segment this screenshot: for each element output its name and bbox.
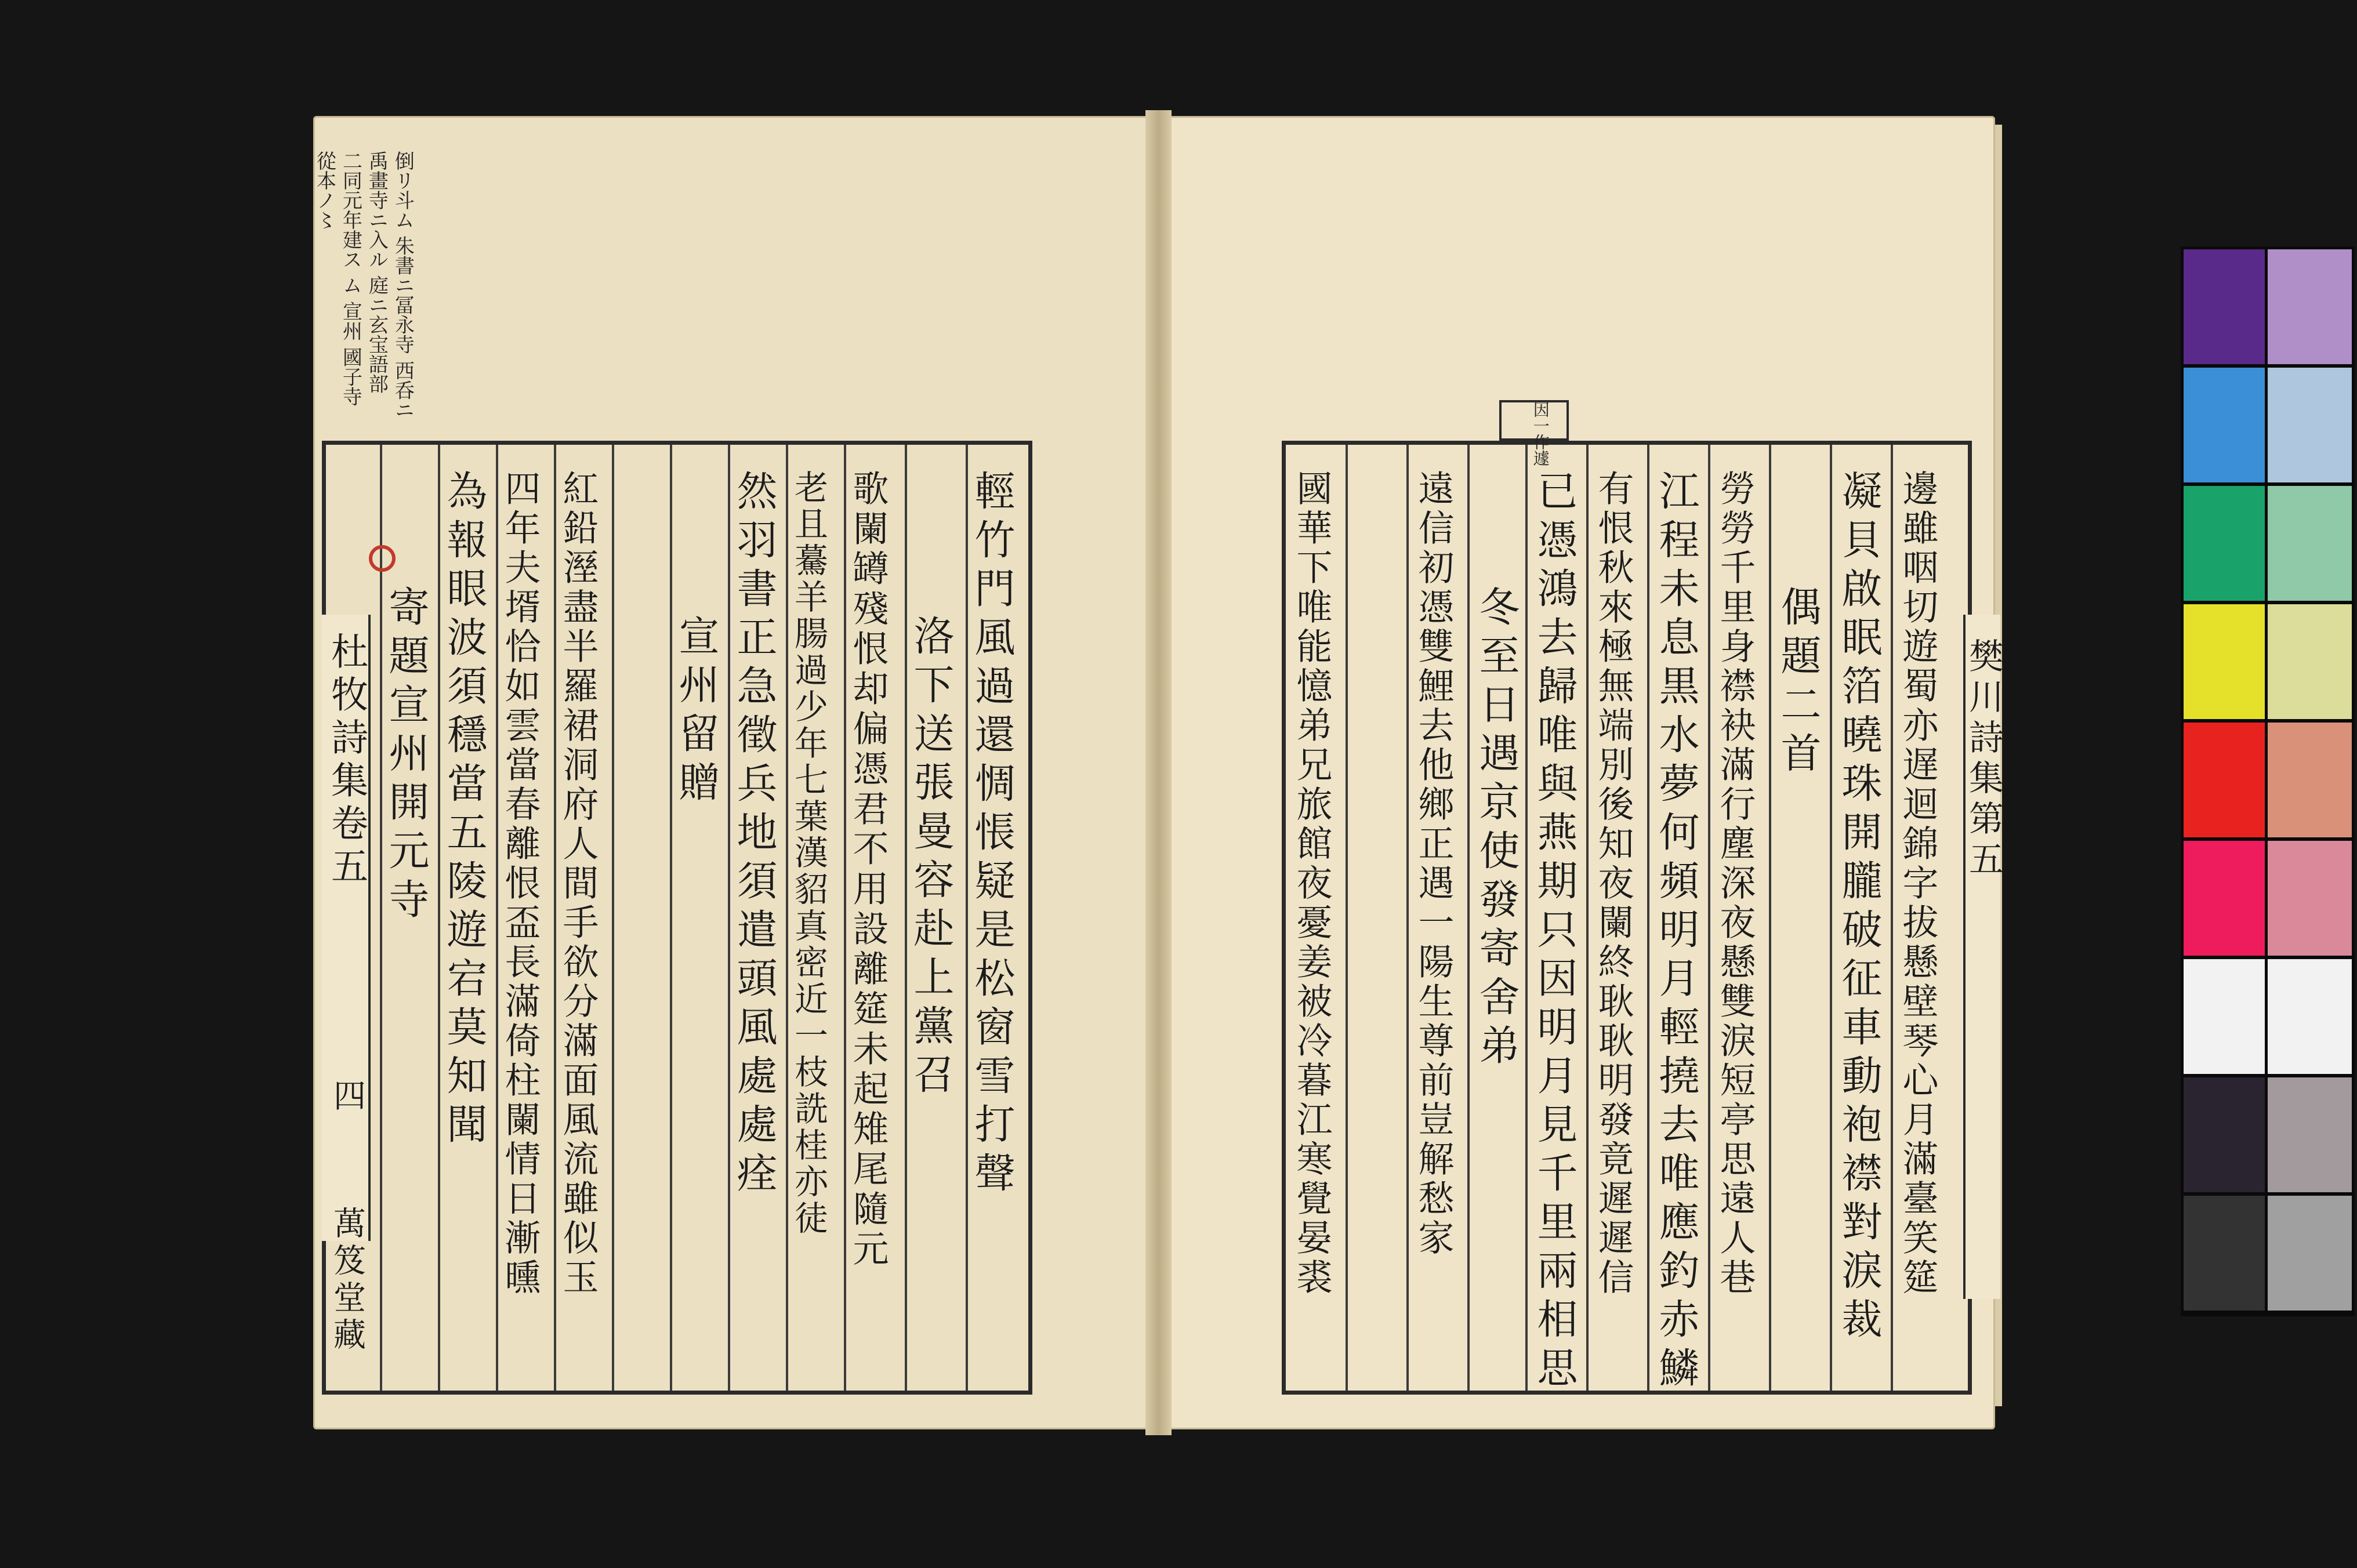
- right-column-8: 冬至日遇京使發寄舍弟: [1473, 586, 1520, 1073]
- right-column-10: 國華下唯能憶弟兄旅館夜憂姜被冷暮江寒覺晏裘: [1290, 470, 1333, 1298]
- column-rule: [844, 445, 846, 1391]
- swatch-white-left: [2184, 959, 2265, 1074]
- right-column-4: 勞勞千里身襟袂滿行塵深夜懸雙淚短亭思遠人巷: [1714, 470, 1756, 1298]
- left-column-2: 洛下送張曼容赴上黨召: [907, 615, 955, 1102]
- side-title: 樊川詩集第五: [1963, 638, 2004, 881]
- right-column-5: 江程未息黒水夢何頻明月輕撓去唯應釣赤鱗: [1652, 470, 1700, 1395]
- publisher-mark: 萬笈堂藏: [328, 1206, 366, 1355]
- column-rule: [1830, 445, 1832, 1391]
- red-seal: [369, 545, 396, 572]
- right-column-6: 有恨秋來極無端別後知夜闌終耿耿明發竟遲遲信: [1592, 470, 1634, 1298]
- left-column-9: 為報眼波須穩當五陵遊宕莫知聞: [440, 470, 488, 1152]
- swatch-blue-left: [2184, 368, 2265, 482]
- margin-note-1: 倒リ斗ム 朱書ニ冨永寺 西呑ニ: [391, 151, 415, 420]
- left-column-7: 紅鉛溼盡半羅裙洞府人間手欲分滿面風流雖似玉: [557, 470, 599, 1298]
- page-number: 四: [328, 1079, 366, 1119]
- column-rule: [1586, 445, 1589, 1391]
- swatch-green-left: [2184, 486, 2265, 601]
- swatch-black-right: [2268, 1196, 2352, 1311]
- swatch-blue-right: [2268, 368, 2352, 482]
- margin-note-2: 禹畫寺ニ入ル 庭ニ玄宝語部: [365, 151, 389, 394]
- column-rule: [554, 445, 556, 1391]
- margin-note-4: 從本ノ〻: [313, 151, 336, 230]
- swatch-purple-left: [2184, 249, 2265, 364]
- column-rule: [496, 445, 498, 1391]
- left-column-10: 寄題宣州開元寺: [382, 586, 430, 927]
- column-rule: [1647, 445, 1649, 1391]
- swatch-dark-gray-left: [2184, 1077, 2265, 1192]
- left-column-8: 四年夫壻恰如雲當春離恨盃長滿倚柱闌情日漸曛: [499, 470, 541, 1298]
- swatch-white-right: [2268, 959, 2352, 1074]
- column-rule: [1769, 445, 1771, 1391]
- swatch-magenta-left: [2184, 841, 2265, 956]
- margin-note-3: 二同元年建ス ム 宣州 國子寺: [339, 151, 362, 406]
- column-rule: [1467, 445, 1470, 1391]
- column-rule: [670, 445, 672, 1391]
- column-rule: [1891, 445, 1893, 1391]
- right-column-1: 邊雖咽切遊蜀亦遅迴錦字拔懸壁琴心月滿臺笑筵: [1897, 470, 1939, 1298]
- right-column-2: 凝貝啟眠箔曉珠開朧破征車動袍襟對淚裁: [1835, 470, 1883, 1346]
- book-title-center: 杜牧詩集卷五: [325, 632, 368, 890]
- column-rule: [1346, 445, 1348, 1391]
- column-rule: [612, 445, 614, 1391]
- swatch-purple-right: [2268, 249, 2352, 364]
- swatch-dark-gray-right: [2268, 1077, 2352, 1192]
- column-rule: [1406, 445, 1409, 1391]
- swatch-black-left: [2184, 1196, 2265, 1311]
- swatch-magenta-right: [2268, 841, 2352, 956]
- swatch-red-left: [2184, 723, 2265, 837]
- left-column-1: 輕竹門風過還惆悵疑是松窗雪打聲: [968, 470, 1016, 1200]
- left-column-4: 老且驀羊腸過少年七葉漢貂真密近一枝詵桂亦徒: [789, 470, 828, 1237]
- swatch-yellow-right: [2268, 604, 2352, 719]
- right-column-3: 偶題二首: [1774, 586, 1822, 781]
- swatch-yellow-left: [2184, 604, 2265, 719]
- left-column-5: 然羽書正急徵兵地須遣頭風處處痊: [730, 470, 778, 1200]
- column-rule: [1525, 445, 1528, 1391]
- column-rule: [1708, 445, 1710, 1391]
- right-column-9: 遠信初憑雙鯉去他鄉正遇一陽生尊前豈解愁家: [1412, 470, 1455, 1258]
- swatch-red-right: [2268, 723, 2352, 837]
- left-column-3: 歌闌罇殘恨却偏憑君不用設離筵未起雉尾隨元: [847, 470, 889, 1270]
- variant-note: 因一作遽: [1531, 401, 1550, 466]
- left-column-6: 宣州留贈: [672, 615, 720, 810]
- book-gutter: [1145, 110, 1172, 1435]
- column-rule: [786, 445, 788, 1391]
- swatch-green-right: [2268, 486, 2352, 601]
- right-column-7: 已憑鴻去歸唯與燕期只因明月見千里兩相思: [1531, 470, 1578, 1395]
